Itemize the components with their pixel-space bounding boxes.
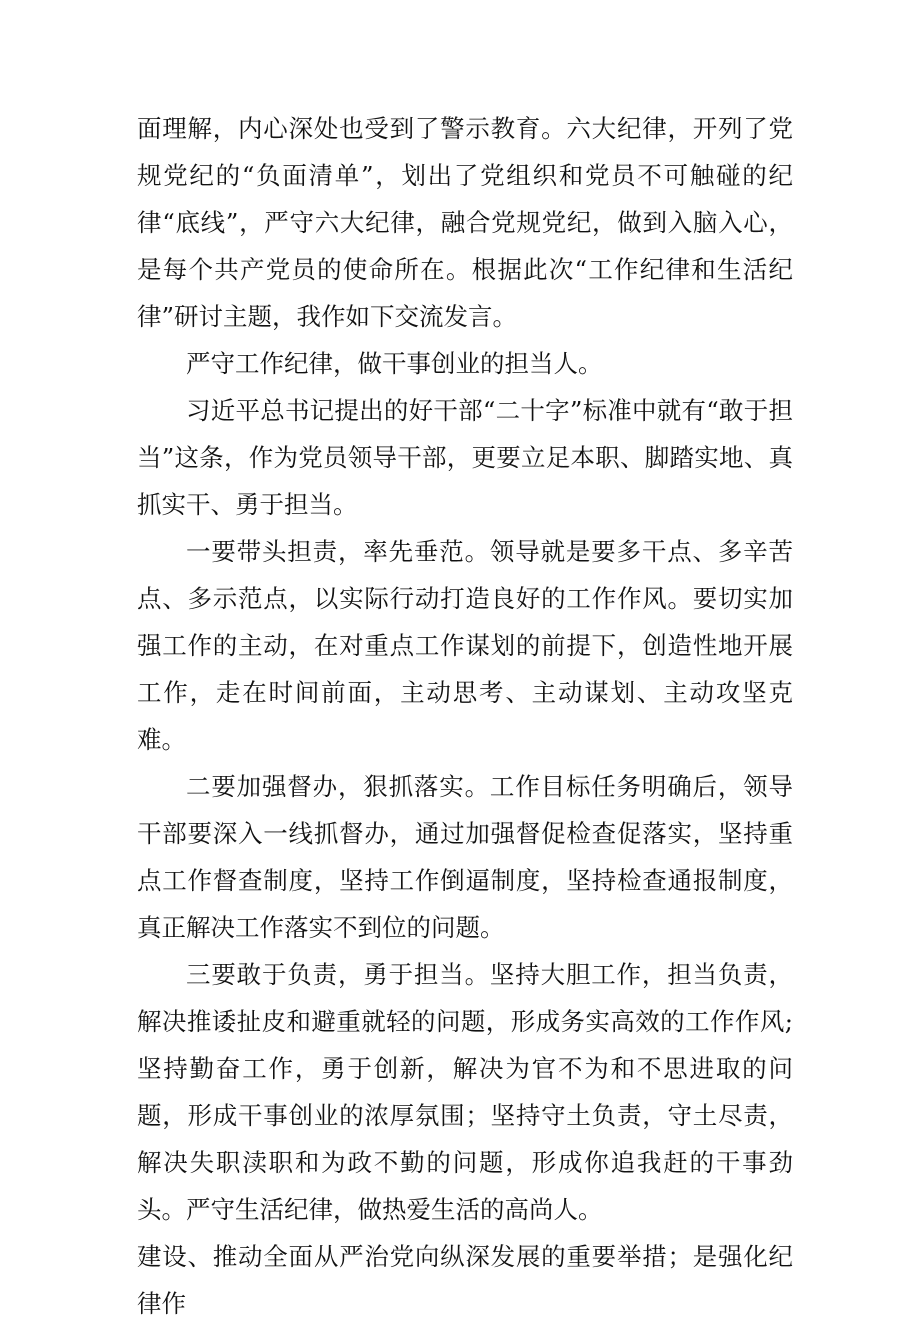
paragraph-point-three: 三要敢于负责，勇于担当。坚持大胆工作，担当负责，解决推诿扯皮和避重就轻的问题，形成务实高效的工作作风;坚持勤奋工作，勇于创新，解决为官不为和不思进取的问题，形成干事创业的浓厚氛围；坚持守土负责，守土尽责，解决失职渎职和为政不勤的问题，形成你追我赶的干事劲头。严守生活纪律，做热爱生活的高尚人。 (137, 960, 793, 1224)
paragraph-dare-to-take-responsibility: 习近平总书记提出的好干部“二十字”标准中就有“敢于担当”这条，作为党员领导干部，更要立足本职、脚踏实地、真抓实干、勇于担当。 (137, 396, 793, 519)
paragraph-trailing-fragment: 建设、推动全面从严治党向纵深发展的重要举措；是强化纪律作 (137, 1242, 793, 1318)
paragraph-section-heading-work-discipline: 严守工作纪律，做干事创业的担当人。 (186, 349, 603, 378)
paragraph-point-one: 一要带头担责，率先垂范。领导就是要多干点、多辛苦点、多示范点，以实际行动打造良好的工作作风。要切实加强工作的主动，在对重点工作谋划的前提下，创造性地开展工作，走在时间前面，主动思考、主动谋划、主动攻坚克难。 (137, 537, 793, 754)
document-page (137, 105, 793, 1327)
paragraph-intro-continuation: 面理解，内心深处也受到了警示教育。六大纪律，开列了党规党纪的“负面清单”，划出了党组织和党员不可触碰的纪律“底线”，严守六大纪律，融合党规党纪，做到入脑入心，是每个共产党员的使命所在。根据此次“工作纪律和生活纪律”研讨主题，我作如下交流发言。 (137, 114, 793, 331)
paragraph-point-two: 二要加强督办，狠抓落实。工作目标任务明确后，领导干部要深入一线抓督办，通过加强督促检查促落实，坚持重点工作督查制度，坚持工作倒逼制度，坚持检查通报制度，真正解决工作落实不到位的问题。 (137, 772, 793, 942)
